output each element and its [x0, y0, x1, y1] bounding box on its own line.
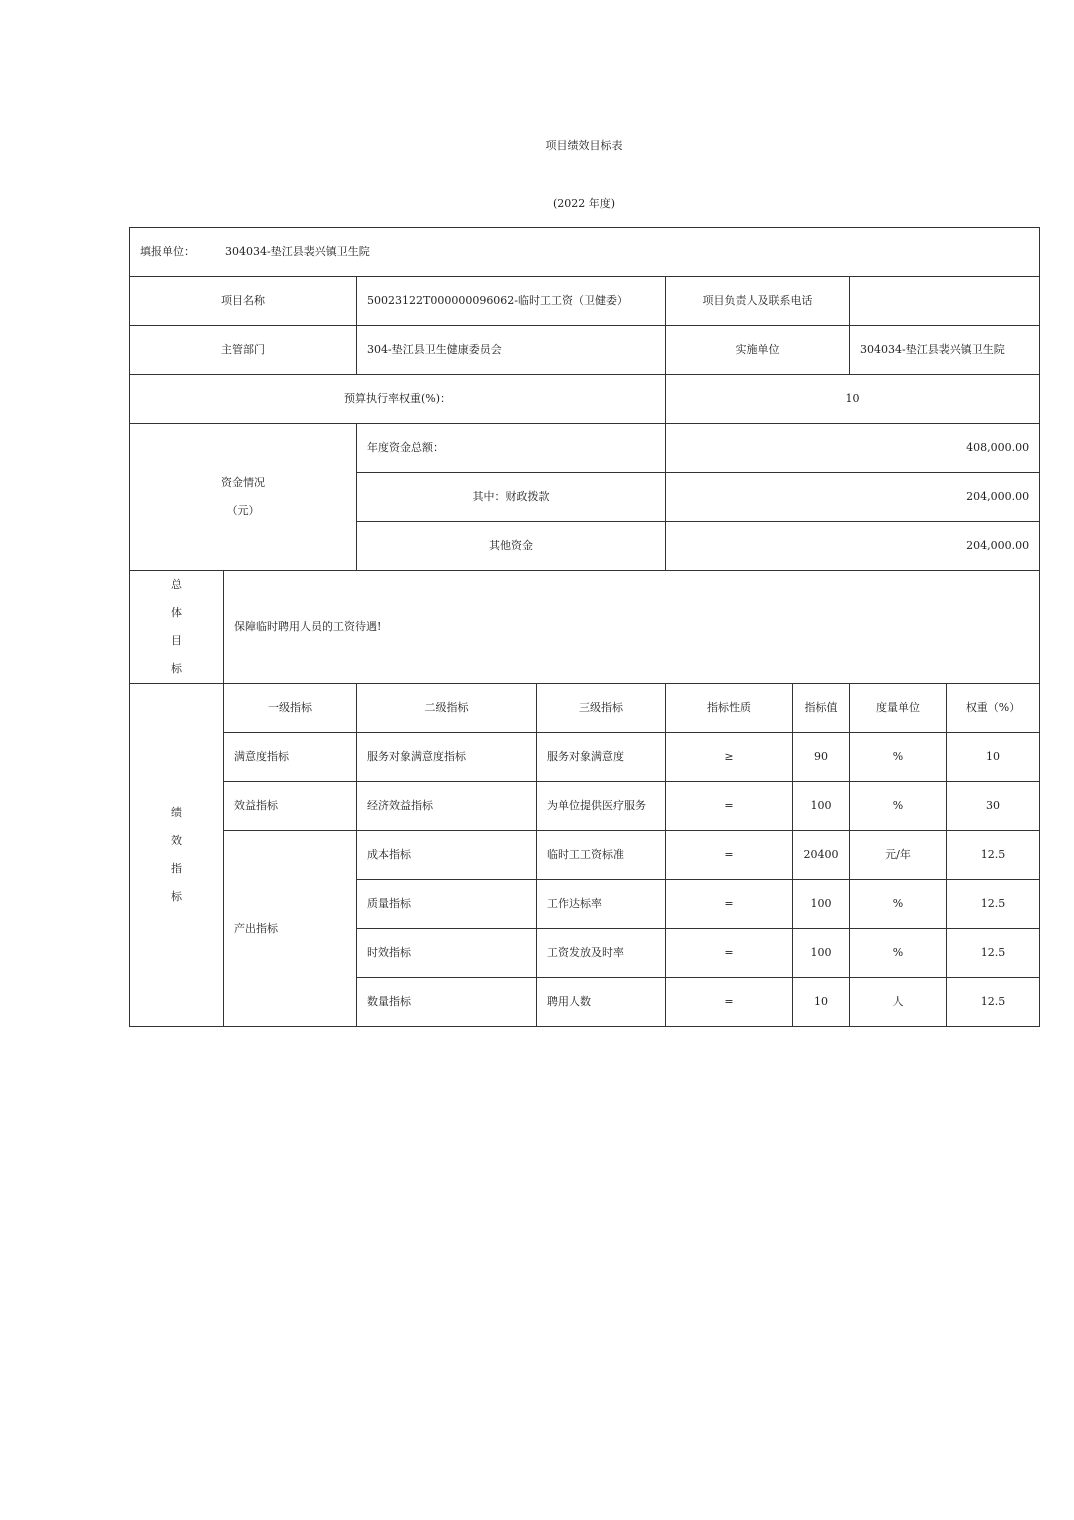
- funds-total-label: 年度资金总额：: [357, 424, 666, 473]
- cell-unit: %: [850, 733, 947, 782]
- cell-nature: =: [666, 782, 793, 831]
- cell-level2: 成本指标: [357, 831, 537, 880]
- project-contact-label: 项目负责人及联系电话: [666, 277, 850, 326]
- table-row: [130, 831, 1040, 880]
- perf-header-row: [130, 684, 1040, 733]
- cell-level3: 工资发放及时率: [537, 929, 666, 978]
- cell-level1: 产出指标: [224, 831, 357, 1027]
- header-value: 指标值: [793, 684, 850, 733]
- cell-value: 10: [793, 978, 850, 1027]
- cell-weight: 10: [947, 733, 1040, 782]
- project-name-value: 50023122T000000096062-临时工工资（卫健委）: [357, 277, 666, 326]
- funds-fiscal-label: 其中：财政拨款: [357, 473, 666, 522]
- cell-unit: %: [850, 929, 947, 978]
- filler-value: 304034-垫江县裴兴镇卫生院: [225, 245, 370, 258]
- cell-level3: 临时工工资标准: [537, 831, 666, 880]
- page-title: 项目绩效目标表: [545, 139, 623, 152]
- header-nature: 指标性质: [666, 684, 793, 733]
- cell-level3: 为单位提供医疗服务: [537, 782, 666, 831]
- cell-unit: 人: [850, 978, 947, 1027]
- cell-level3: 工作达标率: [537, 880, 666, 929]
- perf-label: [130, 684, 224, 1027]
- cell-weight: 30: [947, 782, 1040, 831]
- cell-nature: =: [666, 978, 793, 1027]
- impl-unit-label: 实施单位: [666, 326, 850, 375]
- cell-weight: 12.5: [947, 880, 1040, 929]
- cell-value: 100: [793, 880, 850, 929]
- goal-text: 保障临时聘用人员的工资待遇!: [224, 571, 1040, 684]
- table-row: [130, 733, 1040, 782]
- header-unit: 度量单位: [850, 684, 947, 733]
- cell-level2: 时效指标: [357, 929, 537, 978]
- cell-unit: %: [850, 880, 947, 929]
- budget-rate-label: 预算执行率权重(%)：: [130, 375, 666, 424]
- funds-fiscal-value: 204,000.00: [666, 473, 1040, 522]
- goal-label-char: 体: [171, 606, 182, 619]
- cell-value: 100: [793, 782, 850, 831]
- cell-level2: 经济效益指标: [357, 782, 537, 831]
- funds-label-line1: 资金情况: [221, 476, 265, 489]
- cell-nature: =: [666, 831, 793, 880]
- budget-rate-row: [130, 375, 1040, 424]
- goal-row: [130, 571, 1040, 684]
- goal-label-char: 标: [171, 662, 182, 675]
- impl-unit-value: 304034-垫江县裴兴镇卫生院: [850, 326, 1040, 375]
- cell-level2: 质量指标: [357, 880, 537, 929]
- cell-weight: 12.5: [947, 831, 1040, 880]
- cell-level2: 数量指标: [357, 978, 537, 1027]
- filler-row: [130, 228, 1040, 277]
- perf-label-char: 标: [171, 890, 182, 903]
- cell-level3: 聘用人数: [537, 978, 666, 1027]
- cell-level2: 服务对象满意度指标: [357, 733, 537, 782]
- funds-total-row: [130, 424, 1040, 473]
- cell-level1: 满意度指标: [224, 733, 357, 782]
- goal-label-char: 目: [171, 634, 182, 647]
- funds-other-value: 204,000.00: [666, 522, 1040, 571]
- dept-value: 304-垫江县卫生健康委员会: [357, 326, 666, 375]
- cell-nature: =: [666, 880, 793, 929]
- cell-weight: 12.5: [947, 978, 1040, 1027]
- cell-value: 20400: [793, 831, 850, 880]
- header-weight: 权重（%）: [947, 684, 1040, 733]
- filler-label: 填报单位：: [140, 245, 195, 258]
- perf-label-char: 效: [171, 834, 182, 847]
- goal-label-char: 总: [171, 578, 182, 591]
- filler-cell: [130, 228, 1040, 277]
- performance-target-table: [129, 227, 1040, 1027]
- page-year: (2022 年度): [552, 197, 616, 210]
- project-name-label: 项目名称: [130, 277, 357, 326]
- table-row: [130, 782, 1040, 831]
- cell-nature: ≥: [666, 733, 793, 782]
- header-level2: 二级指标: [357, 684, 537, 733]
- budget-rate-value: 10: [666, 375, 1040, 424]
- cell-level1: 效益指标: [224, 782, 357, 831]
- perf-label-char: 绩: [171, 806, 182, 819]
- goal-label: [130, 571, 224, 684]
- dept-row: [130, 326, 1040, 375]
- project-contact-value: [850, 277, 1040, 326]
- cell-value: 100: [793, 929, 850, 978]
- header-level1: 一级指标: [224, 684, 357, 733]
- perf-label-char: 指: [171, 862, 182, 875]
- cell-unit: %: [850, 782, 947, 831]
- cell-unit: 元/年: [850, 831, 947, 880]
- header-level3: 三级指标: [537, 684, 666, 733]
- funds-other-label: 其他资金: [357, 522, 666, 571]
- funds-label-line2: （元）: [226, 504, 260, 517]
- cell-weight: 12.5: [947, 929, 1040, 978]
- cell-nature: =: [666, 929, 793, 978]
- cell-value: 90: [793, 733, 850, 782]
- project-row: [130, 277, 1040, 326]
- cell-level3: 服务对象满意度: [537, 733, 666, 782]
- funds-total-value: 408,000.00: [666, 424, 1040, 473]
- funds-label: [130, 424, 357, 571]
- dept-label: 主管部门: [130, 326, 357, 375]
